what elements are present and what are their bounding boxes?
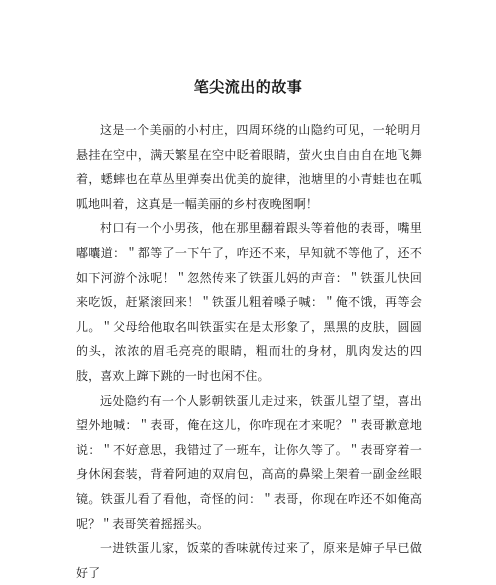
- paragraph-1: 这是一个美丽的小村庄，四周环绕的山隐约可见，一轮明月悬挂在空中，满天繁星在空中眨着眼睛，萤火虫自由自在地飞舞着，蟋蟀也在草丛里弹奏出优美的旋律，池塘里的小青蛙也在呱呱地叫着，这真是一幅美丽的乡村夜晚图啊！: [76, 123, 422, 211]
- article-body: [76, 118, 422, 585]
- paragraph-2: 村口有一个小男孩，他在那里翻着跟头等着他的表哥，嘴里嘟囔道：＂都等了一下午了，咋还不来，早知就不等他了，还不如下河游个泳呢！＂忽然传来了铁蛋儿妈的声音：＂铁蛋儿快回来吃饭，赶紧滚回来！＂铁蛋儿粗着嗓子喊：＂俺不饿，再等会儿。＂父母给他取名叫铁蛋实在是太形象了，黑黑的皮肤，圆圆的头，浓浓的眉毛亮亮的眼睛，粗而壮的身材，肌肉发达的四肢，喜欢上蹿下跳的一时也闲不住。: [76, 221, 422, 383]
- paragraph-4: 一进铁蛋儿家，饭菜的香味就传过来了，原来是婶子早已做好了: [76, 541, 422, 580]
- paragraph-3: 远处隐约有一个人影朝铁蛋儿走过来，铁蛋儿望了望，喜出望外地喊：＂表哥，俺在这儿，你咋现在才来呢？＂表哥歉意地说：＂不好意思，我错过了一班车，让你久等了。＂表哥穿着一身休闲套装，背着阿迪的双肩包，高高的鼻梁上架着一副金丝眼镜。铁蛋儿看了看他，奇怪的问：＂表哥，你现在咋还不如俺高呢？＂表哥笑着摇摇头。: [76, 393, 422, 531]
- article-title: 笔尖流出的故事: [193, 78, 303, 96]
